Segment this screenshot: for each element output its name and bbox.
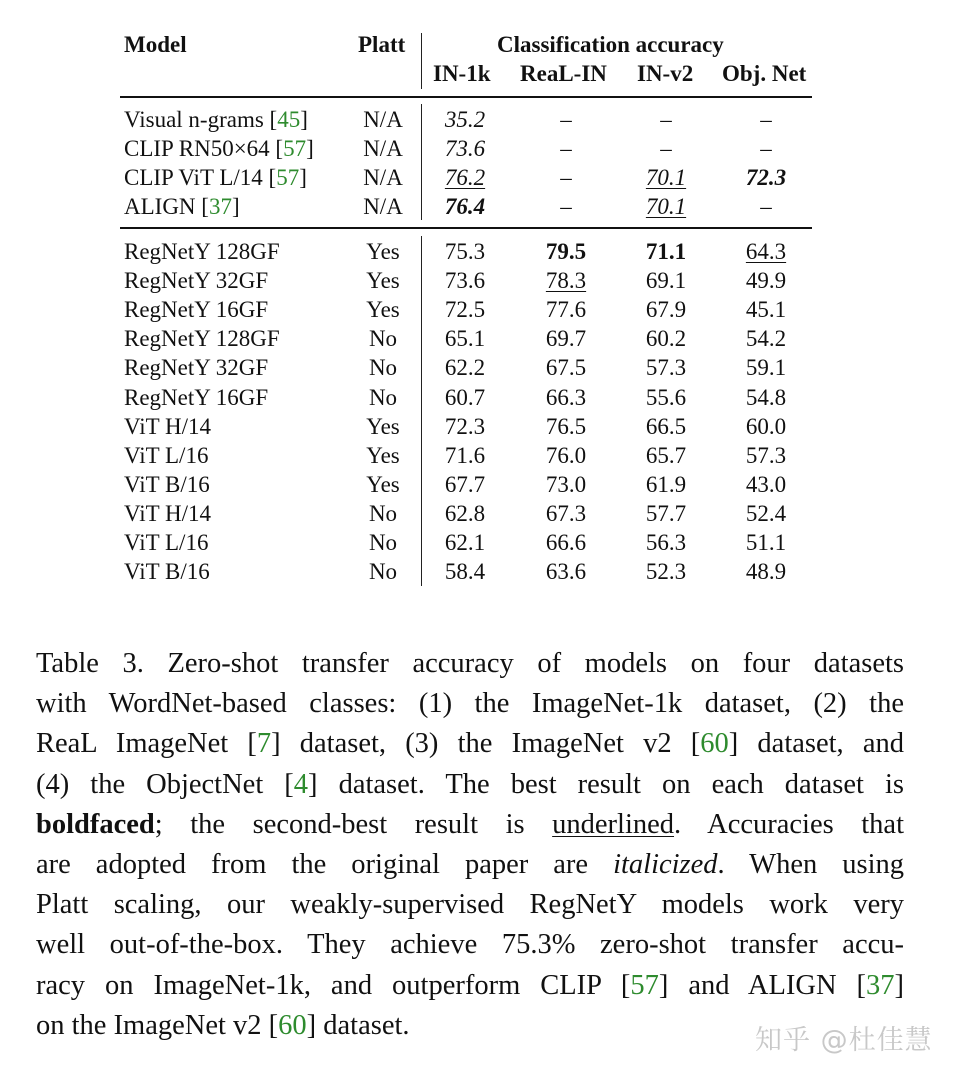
accuracy-value: 71.1 — [645, 239, 687, 264]
accuracy-cell — [528, 237, 604, 266]
accuracy-value: 69.1 — [645, 268, 687, 294]
accuracy-cell — [730, 499, 802, 528]
accuracy-value: 69.7 — [545, 326, 587, 352]
accuracy-cell — [730, 412, 802, 441]
platt-value: N/A — [363, 136, 403, 161]
model-name — [124, 324, 280, 353]
table-row — [0, 528, 960, 557]
model-label: RegNetY 128GF — [124, 326, 280, 352]
caption-text: ] dataset. The best result on each dataset is — [308, 768, 904, 800]
accuracy-value: 58.4 — [444, 559, 486, 585]
accuracy-cell — [528, 353, 604, 382]
accuracy-value: 65.7 — [645, 442, 687, 468]
model-label: RegNetY 16GF — [124, 384, 269, 410]
accuracy-value: 64.3 — [745, 239, 787, 264]
accuracy-cell — [630, 528, 702, 557]
citation-link[interactable]: 4 — [293, 768, 309, 800]
accuracy-cell — [430, 441, 500, 470]
accuracy-value: 76.0 — [545, 442, 587, 468]
citation-link[interactable]: 60 — [278, 1009, 307, 1041]
top-rule — [120, 96, 812, 98]
caption-text: . When using — [717, 848, 904, 880]
accuracy-cell — [528, 295, 604, 324]
accuracy-cell — [730, 383, 802, 412]
platt-value: No — [368, 530, 398, 555]
accuracy-value: – — [660, 107, 672, 132]
platt-value: No — [368, 500, 398, 526]
accuracy-cell — [730, 470, 802, 499]
accuracy-cell — [528, 499, 604, 528]
accuracy-cell — [630, 383, 702, 412]
accuracy-value: 73.6 — [444, 268, 486, 294]
model-name — [124, 383, 268, 412]
caption-line — [36, 885, 904, 925]
model-label: ViT L/16 — [124, 530, 209, 555]
accuracy-value: – — [560, 165, 572, 190]
accuracy-value: 51.1 — [745, 530, 787, 555]
accuracy-value: 52.4 — [745, 500, 787, 526]
accuracy-cell — [730, 353, 802, 382]
accuracy-cell — [730, 295, 802, 324]
model-name — [124, 412, 211, 441]
citation-link[interactable]: 57 — [283, 136, 307, 161]
accuracy-value: 57.7 — [645, 500, 687, 526]
accuracy-value: 67.9 — [645, 297, 687, 323]
table-row — [0, 557, 960, 586]
model-name — [124, 295, 268, 324]
accuracy-cell — [730, 134, 802, 163]
accuracy-cell — [630, 470, 702, 499]
accuracy-value: 67.5 — [545, 355, 587, 381]
platt-value: N/A — [363, 194, 403, 219]
citation-link[interactable]: 37 — [208, 194, 232, 219]
platt-value: Yes — [366, 471, 400, 497]
accuracy-cell — [430, 237, 500, 266]
accuracy-cell — [430, 383, 500, 412]
accuracy-cell — [528, 192, 604, 221]
platt-value: No — [368, 384, 398, 410]
caption-text: (4) the ObjectNet [ — [36, 768, 294, 800]
accuracy-value: 66.6 — [545, 530, 587, 555]
accuracy-cell — [528, 266, 604, 295]
accuracy-value: 67.7 — [444, 471, 486, 497]
accuracy-value: 62.2 — [444, 355, 486, 381]
accuracy-cell — [730, 266, 802, 295]
caption-text: with WordNet-based classes: (1) the ImageNet-1k dataset, (2) the — [36, 688, 904, 720]
accuracy-value: 43.0 — [745, 471, 787, 497]
accuracy-cell — [630, 557, 702, 586]
caption-text: racy on ImageNet-1k, and outperform CLIP [ — [36, 969, 631, 1001]
accuracy-cell — [630, 295, 702, 324]
accuracy-cell — [730, 163, 802, 192]
accuracy-cell — [730, 528, 802, 557]
accuracy-cell — [430, 192, 500, 221]
model-name — [124, 353, 268, 382]
accuracy-cell — [430, 163, 500, 192]
accuracy-cell — [430, 557, 500, 586]
caption-text: boldfaced — [36, 808, 155, 840]
caption-line — [36, 845, 904, 885]
table-row — [0, 163, 960, 192]
accuracy-cell — [528, 383, 604, 412]
accuracy-cell — [630, 324, 702, 353]
accuracy-cell — [528, 528, 604, 557]
model-label: ViT H/14 — [124, 500, 212, 526]
model-label: CLIP RN50×64 — [124, 136, 276, 161]
accuracy-cell — [430, 528, 500, 557]
table-row — [0, 470, 960, 499]
accuracy-value: – — [760, 136, 772, 161]
caption-line — [36, 644, 904, 684]
model-label: ViT L/16 — [124, 442, 209, 468]
accuracy-value: – — [560, 136, 572, 161]
accuracy-value: 73.0 — [545, 471, 587, 497]
accuracy-value: 54.2 — [745, 326, 787, 352]
platt-value: No — [368, 559, 398, 585]
model-name: ALIGN [37] — [124, 194, 240, 219]
caption-text: Platt scaling, our weakly-supervised RegNetY models work very — [36, 889, 904, 921]
model-label: RegNetY 16GF — [124, 297, 269, 323]
accuracy-value: 71.6 — [444, 442, 486, 468]
accuracy-value: 66.3 — [545, 384, 587, 410]
accuracy-value: 72.5 — [444, 297, 486, 323]
accuracy-cell — [730, 192, 802, 221]
model-label: ViT H/14 — [124, 413, 212, 439]
accuracy-cell — [630, 499, 702, 528]
model-label: ViT B/16 — [124, 559, 210, 585]
citation-link[interactable]: 57 — [276, 165, 300, 190]
accuracy-value: 66.5 — [645, 413, 687, 439]
model-name — [124, 528, 208, 557]
header-classification-accuracy: Classification accuracy — [497, 32, 724, 57]
caption-line — [36, 684, 904, 724]
model-name: CLIP ViT L/14 [57] — [124, 165, 307, 190]
accuracy-value: 70.1 — [645, 165, 687, 190]
platt-value: Yes — [366, 297, 400, 323]
table-row — [0, 324, 960, 353]
citation-link[interactable]: 60 — [700, 728, 729, 760]
model-label: CLIP ViT L/14 — [124, 165, 269, 190]
accuracy-value: 35.2 — [444, 107, 486, 132]
accuracy-value: – — [760, 194, 772, 219]
accuracy-cell — [630, 441, 702, 470]
model-name — [124, 441, 208, 470]
caption-text: Table 3. Zero-shot transfer accuracy of models on four datasets — [36, 648, 904, 679]
citation-link[interactable]: 57 — [630, 969, 659, 1001]
model-name — [124, 237, 280, 266]
model-name — [124, 470, 210, 499]
accuracy-cell — [630, 105, 702, 134]
platt-value: Yes — [366, 413, 400, 439]
citation-link[interactable]: 7 — [256, 728, 272, 760]
caption-text: ] dataset, and — [728, 728, 904, 760]
citation-link[interactable]: 37 — [865, 969, 895, 1001]
accuracy-cell — [630, 237, 702, 266]
table-row — [0, 105, 960, 134]
accuracy-cell — [528, 412, 604, 441]
accuracy-value: 76.2 — [444, 165, 486, 190]
accuracy-value: – — [560, 194, 572, 219]
accuracy-cell — [430, 353, 500, 382]
accuracy-value: – — [560, 107, 572, 132]
accuracy-value: – — [660, 136, 672, 161]
table-row — [0, 353, 960, 382]
caption-text: well out-of-the-box. They achieve 75.3% zero-shot transfer accu- — [36, 929, 904, 961]
platt-value: Yes — [366, 268, 400, 294]
caption-text: ] dataset. — [306, 1009, 410, 1041]
caption-line — [36, 966, 904, 1006]
mid-rule — [120, 227, 812, 229]
caption-text: ; the second-best result is — [154, 808, 553, 840]
accuracy-cell — [630, 192, 702, 221]
platt-value: No — [368, 355, 398, 381]
model-label: RegNetY 32GF — [124, 268, 269, 294]
accuracy-cell — [630, 266, 702, 295]
table-row — [0, 134, 960, 163]
accuracy-value: 76.5 — [545, 413, 587, 439]
accuracy-cell — [630, 134, 702, 163]
accuracy-value: 62.8 — [444, 500, 486, 526]
accuracy-value: 59.1 — [745, 355, 787, 381]
accuracy-cell — [430, 105, 500, 134]
header-objectnet: Obj. Net — [722, 61, 807, 86]
model-name — [124, 499, 211, 528]
table-row — [0, 237, 960, 266]
model-label: Visual n-grams — [124, 107, 270, 132]
header-real-in: ReaL-IN — [520, 61, 607, 86]
header-platt: Platt — [358, 32, 406, 57]
accuracy-value: 72.3 — [745, 165, 787, 190]
accuracy-cell — [430, 134, 500, 163]
accuracy-value: 45.1 — [745, 297, 787, 323]
caption-text: . Accuracies that — [674, 808, 905, 840]
accuracy-cell — [730, 557, 802, 586]
accuracy-value: 65.1 — [444, 326, 486, 352]
accuracy-cell — [730, 324, 802, 353]
accuracy-cell — [630, 163, 702, 192]
caption-text: italicized — [613, 848, 718, 880]
platt-value: Yes — [366, 442, 400, 468]
accuracy-cell — [430, 412, 500, 441]
table-row — [0, 266, 960, 295]
accuracy-cell — [528, 470, 604, 499]
caption-line — [36, 765, 904, 805]
caption-line — [36, 805, 904, 845]
accuracy-value: 67.3 — [545, 500, 587, 526]
accuracy-cell — [730, 105, 802, 134]
accuracy-value: – — [760, 107, 772, 132]
accuracy-cell — [430, 499, 500, 528]
accuracy-cell — [630, 353, 702, 382]
caption-text: ] and ALIGN [ — [658, 969, 866, 1001]
accuracy-value: 77.6 — [545, 297, 587, 323]
caption-text: ReaL ImageNet [ — [36, 728, 257, 760]
model-name: CLIP RN50×64 [57] — [124, 136, 314, 161]
accuracy-value: 79.5 — [545, 239, 587, 264]
caption-text: ] — [894, 969, 904, 1001]
accuracy-cell — [528, 441, 604, 470]
accuracy-cell — [528, 163, 604, 192]
accuracy-value: 56.3 — [645, 530, 687, 555]
accuracy-cell — [430, 295, 500, 324]
accuracy-cell — [730, 441, 802, 470]
accuracy-value: 63.6 — [545, 559, 587, 585]
accuracy-cell — [528, 557, 604, 586]
caption-line — [36, 925, 904, 965]
accuracy-value: 76.4 — [444, 194, 486, 219]
accuracy-value: 55.6 — [645, 384, 687, 410]
table-row — [0, 383, 960, 412]
accuracy-cell — [528, 105, 604, 134]
accuracy-value: 73.6 — [444, 136, 486, 161]
accuracy-value: 72.3 — [444, 413, 486, 439]
accuracy-cell — [430, 324, 500, 353]
caption-text: underlined — [552, 808, 675, 840]
model-name: Visual n-grams [45] — [124, 107, 308, 132]
accuracy-value: 52.3 — [645, 559, 687, 585]
watermark: 知乎 @杜佳慧 — [755, 1025, 933, 1056]
header-in1k: IN-1k — [433, 61, 491, 86]
platt-value: No — [368, 326, 398, 352]
table-caption — [36, 644, 904, 1046]
accuracy-value: 70.1 — [645, 194, 687, 219]
accuracy-value: 75.3 — [444, 239, 486, 264]
caption-text: on the ImageNet v2 [ — [36, 1009, 279, 1041]
accuracy-value: 60.2 — [645, 326, 687, 352]
model-name — [124, 266, 268, 295]
model-label: ViT B/16 — [124, 471, 210, 497]
platt-value: Yes — [366, 239, 400, 264]
accuracy-value: 57.3 — [645, 355, 687, 381]
citation-link[interactable]: 45 — [277, 107, 301, 132]
accuracy-cell — [730, 237, 802, 266]
model-name — [124, 557, 210, 586]
model-label: RegNetY 128GF — [124, 239, 280, 264]
table-row — [0, 441, 960, 470]
accuracy-value: 54.8 — [745, 384, 787, 410]
table-row — [0, 499, 960, 528]
accuracy-value: 48.9 — [745, 559, 787, 585]
accuracy-value: 61.9 — [645, 471, 687, 497]
table-row — [0, 192, 960, 221]
accuracy-cell — [630, 412, 702, 441]
accuracy-value: 60.7 — [444, 384, 486, 410]
accuracy-value: 78.3 — [545, 268, 587, 294]
accuracy-cell — [528, 324, 604, 353]
model-label: ALIGN — [124, 194, 202, 219]
accuracy-cell — [430, 470, 500, 499]
accuracy-value: 49.9 — [745, 268, 787, 294]
table-row — [0, 295, 960, 324]
platt-value: N/A — [363, 165, 403, 190]
header-model: Model — [124, 32, 187, 57]
accuracy-value: 57.3 — [745, 442, 787, 468]
header-vertical-divider — [421, 33, 422, 89]
accuracy-cell — [430, 266, 500, 295]
accuracy-cell — [528, 134, 604, 163]
caption-line — [36, 724, 904, 764]
caption-text: ] dataset, (3) the ImageNet v2 [ — [271, 728, 701, 760]
model-label: RegNetY 32GF — [124, 355, 269, 381]
header-in-v2: IN-v2 — [637, 61, 694, 86]
caption-text: are adopted from the original paper are — [36, 848, 614, 880]
platt-value: N/A — [363, 107, 403, 132]
accuracy-value: 62.1 — [444, 530, 486, 555]
table-row — [0, 412, 960, 441]
accuracy-value: 60.0 — [745, 413, 787, 439]
